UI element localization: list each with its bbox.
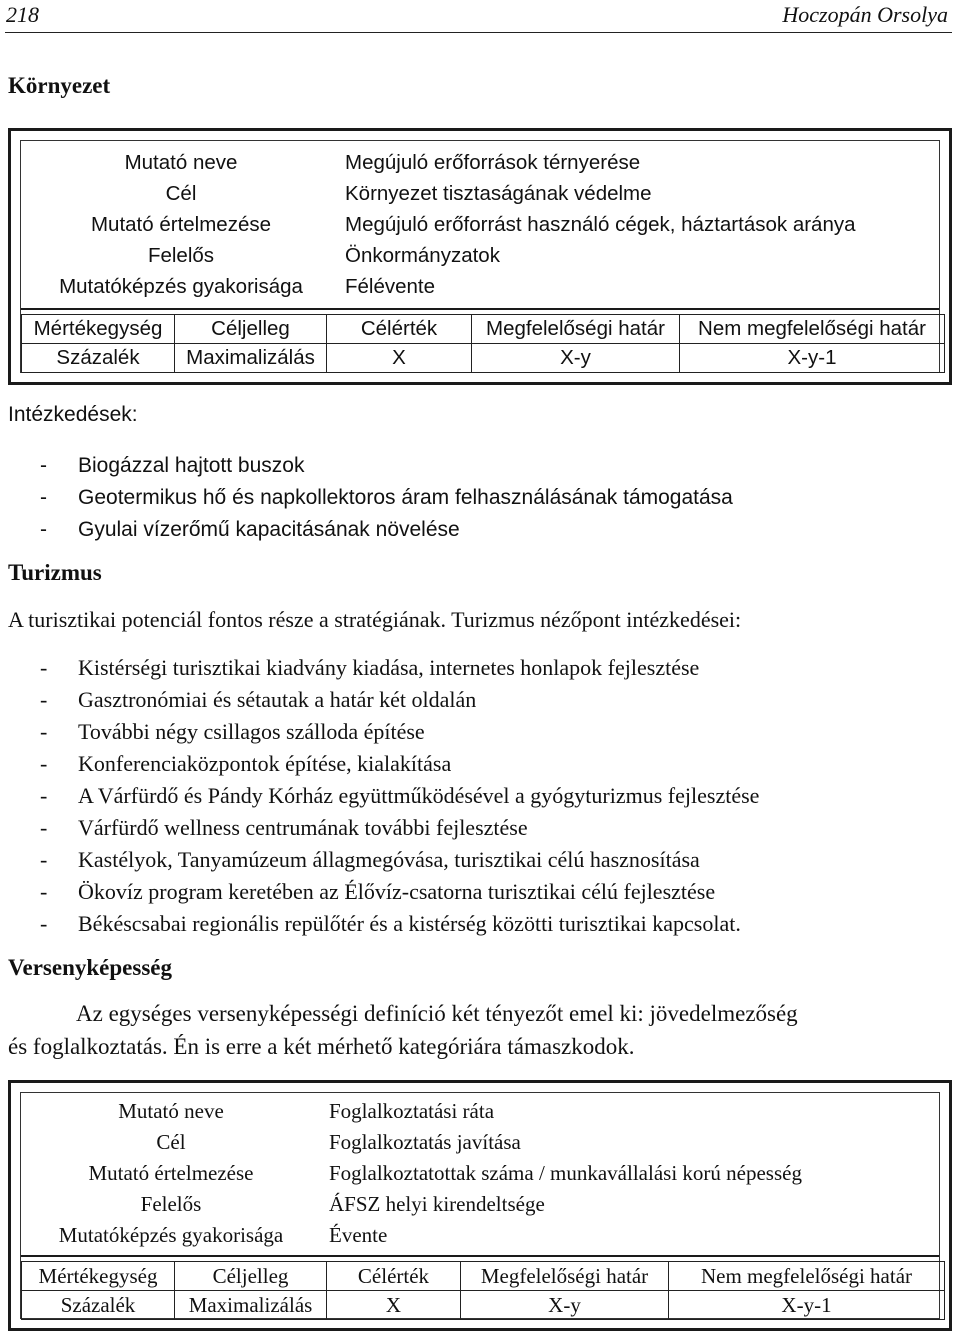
- grid-header-cell: Célérték: [327, 1262, 461, 1291]
- dash-bullet: -: [40, 879, 48, 904]
- environment-measures-list: [40, 450, 733, 546]
- measures-label: Intézkedések:: [8, 403, 138, 426]
- dash-bullet: -: [40, 655, 48, 680]
- grid-header-row: [22, 315, 945, 344]
- list-item: - Geotermikus hő és napkollektoros áram felhasználásának támogatása: [40, 482, 733, 514]
- indicator-row: [21, 1158, 939, 1189]
- grid-header-cell: Nem megfelelőségi határ: [680, 315, 945, 344]
- indicator-label: Felelős: [140, 1192, 202, 1216]
- indicator-value: Foglalkoztatottak száma / munkavállalási korú népesség: [329, 1161, 802, 1185]
- indicator-separator: [21, 1255, 939, 1257]
- list-item: - Gyulai vízerőmű kapacitásának növelése: [40, 514, 733, 546]
- section-title-competitiveness: Versenyképesség: [8, 955, 172, 980]
- grid-value-cell: X-y-1: [680, 344, 945, 373]
- indicator-grid: [21, 314, 945, 373]
- list-item: - Ökovíz program keretében az Élővíz-csatorna turisztikai célú fejlesztése: [40, 876, 759, 908]
- dash-bullet: -: [40, 486, 47, 509]
- indicator-value: Foglalkoztatási ráta: [329, 1099, 495, 1123]
- grid-header-cell: Céljelleg: [175, 315, 327, 344]
- environment-indicator-box: [8, 128, 952, 385]
- grid-value-cell: X-y-1: [669, 1291, 945, 1320]
- indicator-value: Évente: [329, 1223, 388, 1247]
- indicator-label: Mutató értelmezése: [88, 1161, 254, 1185]
- indicator-label: Cél: [156, 1130, 186, 1154]
- indicator-row: [21, 178, 939, 209]
- list-item: - Várfürdő wellness centrumának további fejlesztése: [40, 812, 759, 844]
- indicator-label: Mutató neve: [124, 151, 238, 174]
- indicator-row: [21, 1127, 939, 1158]
- indicator-row: [21, 240, 939, 271]
- indicator-row: [21, 1189, 939, 1220]
- indicator-label: Mutató neve: [118, 1099, 224, 1123]
- section-title-environment: Környezet: [8, 73, 111, 98]
- competitiveness-paragraph-line1: Az egységes versenyképességi definíció két tényezőt emel ki: jövedelmezőség: [76, 1001, 798, 1026]
- indicator-label: Mutatóképzés gyakorisága: [58, 1223, 284, 1247]
- grid-header-cell: Megfelelőségi határ: [461, 1262, 669, 1291]
- dash-bullet: -: [40, 687, 48, 712]
- grid-value-cell: Maximalizálás: [175, 1291, 327, 1320]
- grid-value-cell: Százalék: [22, 1291, 175, 1320]
- indicator-value: Megújuló erőforrások térnyerése: [345, 151, 641, 174]
- grid-header-cell: Mértékegység: [22, 1262, 175, 1291]
- grid-value-cell: X-y: [472, 344, 680, 373]
- indicator-value: Környezet tisztaságának védelme: [345, 182, 652, 205]
- grid-value-cell: Maximalizálás: [175, 344, 327, 373]
- header-rule: [5, 32, 952, 33]
- grid-value-row: [22, 344, 945, 373]
- grid-header-row: [22, 1262, 945, 1291]
- dash-bullet: -: [40, 847, 48, 872]
- tourism-measures-list: [40, 652, 759, 940]
- indicator-label: Mutató értelmezése: [90, 213, 272, 236]
- competitiveness-indicator-box: [8, 1080, 952, 1331]
- indicator-row: [21, 271, 939, 302]
- indicator-row: [21, 1220, 939, 1251]
- indicator-grid: [21, 1261, 945, 1320]
- list-item: - Biogázzal hajtott buszok: [40, 450, 733, 482]
- dash-bullet: -: [40, 751, 48, 776]
- indicator-inner-frame: [20, 1092, 940, 1319]
- grid-header-cell: Céljelleg: [175, 1262, 327, 1291]
- grid-header-cell: Mértékegység: [22, 315, 175, 344]
- grid-header-cell: Célérték: [327, 315, 472, 344]
- indicator-row: [21, 147, 939, 178]
- list-item: - Kastélyok, Tanyamúzeum állagmegóvása, turisztikai célú hasznosítása: [40, 844, 759, 876]
- page-number: 218: [6, 2, 39, 27]
- list-item: - Konferenciaközpontok építése, kialakítása: [40, 748, 759, 780]
- dash-bullet: -: [40, 719, 48, 744]
- indicator-row: [21, 1096, 939, 1127]
- tourism-intro: A turisztikai potenciál fontos része a stratégiának. Turizmus nézőpont intézkedései:: [8, 607, 742, 632]
- indicator-value: ÁFSZ helyi kirendeltsége: [329, 1192, 545, 1216]
- grid-header-cell: Nem megfelelőségi határ: [669, 1262, 945, 1291]
- list-item: - A Várfürdő és Pándy Kórház együttműködésével a gyógyturizmus fejlesztése: [40, 780, 759, 812]
- indicator-label: Cél: [165, 182, 197, 205]
- list-item: - Kistérségi turisztikai kiadvány kiadása, internetes honlapok fejlesztése: [40, 652, 759, 684]
- indicator-value: Megújuló erőforrást használó cégek, háztartások aránya: [345, 213, 856, 236]
- indicator-label: Felelős: [147, 244, 215, 267]
- section-title-tourism: Turizmus: [8, 560, 102, 585]
- grid-value-cell: X: [327, 344, 472, 373]
- list-item: - További négy csillagos szálloda építése: [40, 716, 759, 748]
- dash-bullet: -: [40, 454, 47, 477]
- dash-bullet: -: [40, 911, 48, 936]
- indicator-separator: [21, 308, 939, 310]
- indicator-row: [21, 209, 939, 240]
- list-item: - Békéscsabai regionális repülőtér és a kistérség közötti turisztikai kapcsolat.: [40, 908, 759, 940]
- running-author: Hoczopán Orsolya: [782, 2, 948, 27]
- dash-bullet: -: [40, 518, 47, 541]
- indicator-inner-frame: [20, 140, 940, 373]
- indicator-value: Félévente: [345, 275, 436, 298]
- grid-value-cell: Százalék: [22, 344, 175, 373]
- grid-value-row: [22, 1291, 945, 1320]
- indicator-label: Mutatóképzés gyakorisága: [59, 275, 303, 298]
- indicator-value: Önkormányzatok: [345, 244, 500, 267]
- grid-value-cell: X-y: [461, 1291, 669, 1320]
- indicator-value: Foglalkoztatás javítása: [329, 1130, 521, 1154]
- grid-header-cell: Megfelelőségi határ: [472, 315, 680, 344]
- dash-bullet: -: [40, 783, 48, 808]
- competitiveness-paragraph-line2: és foglalkoztatás. Én is erre a két mérhető kategóriára támaszkodok.: [8, 1034, 635, 1059]
- grid-value-cell: X: [327, 1291, 461, 1320]
- dash-bullet: -: [40, 815, 48, 840]
- list-item: - Gasztronómiai és sétautak a határ két oldalán: [40, 684, 759, 716]
